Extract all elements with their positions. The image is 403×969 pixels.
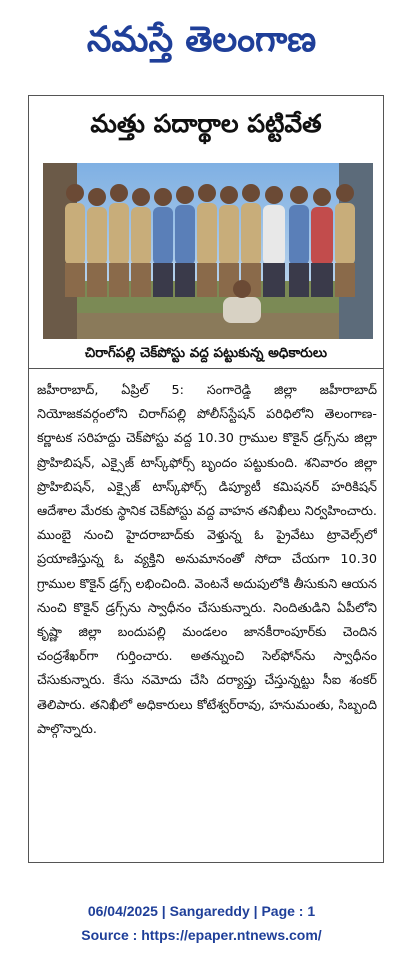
footer-date-line: 06/04/2025 | Sangareddy | Page : 1 — [87, 903, 316, 919]
group-photo-image — [43, 163, 373, 339]
news-clipping — [28, 95, 384, 863]
article-headline: మత్తు పదార్థాల పట్టివేత — [90, 109, 322, 138]
article-body: జహీరాబాద్, ఏప్రిల్ 5: సంగారెడ్డి జిల్లా జహీరాబాద్ నియోజకవర్గంలోని చిరాగ్‌పల్లి పోలీస్‌స్టేషన్ పరిధిలోని తెలంగాణ-కర్ణాటక సరిహద్దు చెక్‌పోస్టు వద్ద 10.30 గ్రాముల కొకైన్ డ్రగ్స్‌ను జిల్లా ప్రొహిబిషన్, ఎక్సైజ్ టాస్క్‌ఫోర్స్ బృందం పట్టుకుంది. శనివారం జిల్లా ప్రొహిబిషన్, ఎక్సైజ్ టాస్క్‌ఫోర్స్ డిప్యూటీ కమిషనర్ హరికిషన్ ఆదేశాల మేరకు స్థానిక చెక్‌పోస్టు వద్ద వాహన తనిఖీలు నిర్వహించారు. ముంబై నుంచి హైదరాబాద్‌కు వెళ్తున్న ఓ ప్రైవేటు ట్రావెల్స్‌లో ప్రయాణిస్తున్న ఓ వ్యక్తిని అనుమానంతో సోదా చేయగా 10.30 గ్రాముల కొకైన్ డ్రగ్స్ లభించింది. వెంటనే అదుపులోకి తీసుకుని ఆయన నుంచి కొకైన్ డ్రగ్స్‌ను స్వాధీనం చేసుకున్నారు. నిందితుడిని ఏపీలోని కృష్ణా జిల్లా బందుపల్లి మండలం జానకీరాంపూర్‌కు చెందిన చంద్రశేఖర్‌గా గుర్తించారు. అతన్నుంచి సెల్‌ఫోన్‌ను స్వాధీనం చేసుకున్నారు. కేసు నమోదు చేసి దర్యాప్తు చేస్తున్నట్టు సీఐ శంకర్ తెలిపారు. తనిఖీలో అధికారులు కోటేశ్వర్‌రావు, హనుమంతు, సిబ్బంది పాల్గొన్నారు. — [37, 383, 377, 737]
newspaper-masthead: నమస్తే తెలంగాణ — [86, 18, 317, 60]
article-photo — [43, 163, 373, 339]
photo-caption: చిరాగ్‌పల్లి చెక్‌పోస్టు వద్ద పట్టుకున్న అధికారులు — [29, 340, 383, 369]
footer-source-line: Source : https://epaper.ntnews.com/ — [81, 927, 322, 943]
